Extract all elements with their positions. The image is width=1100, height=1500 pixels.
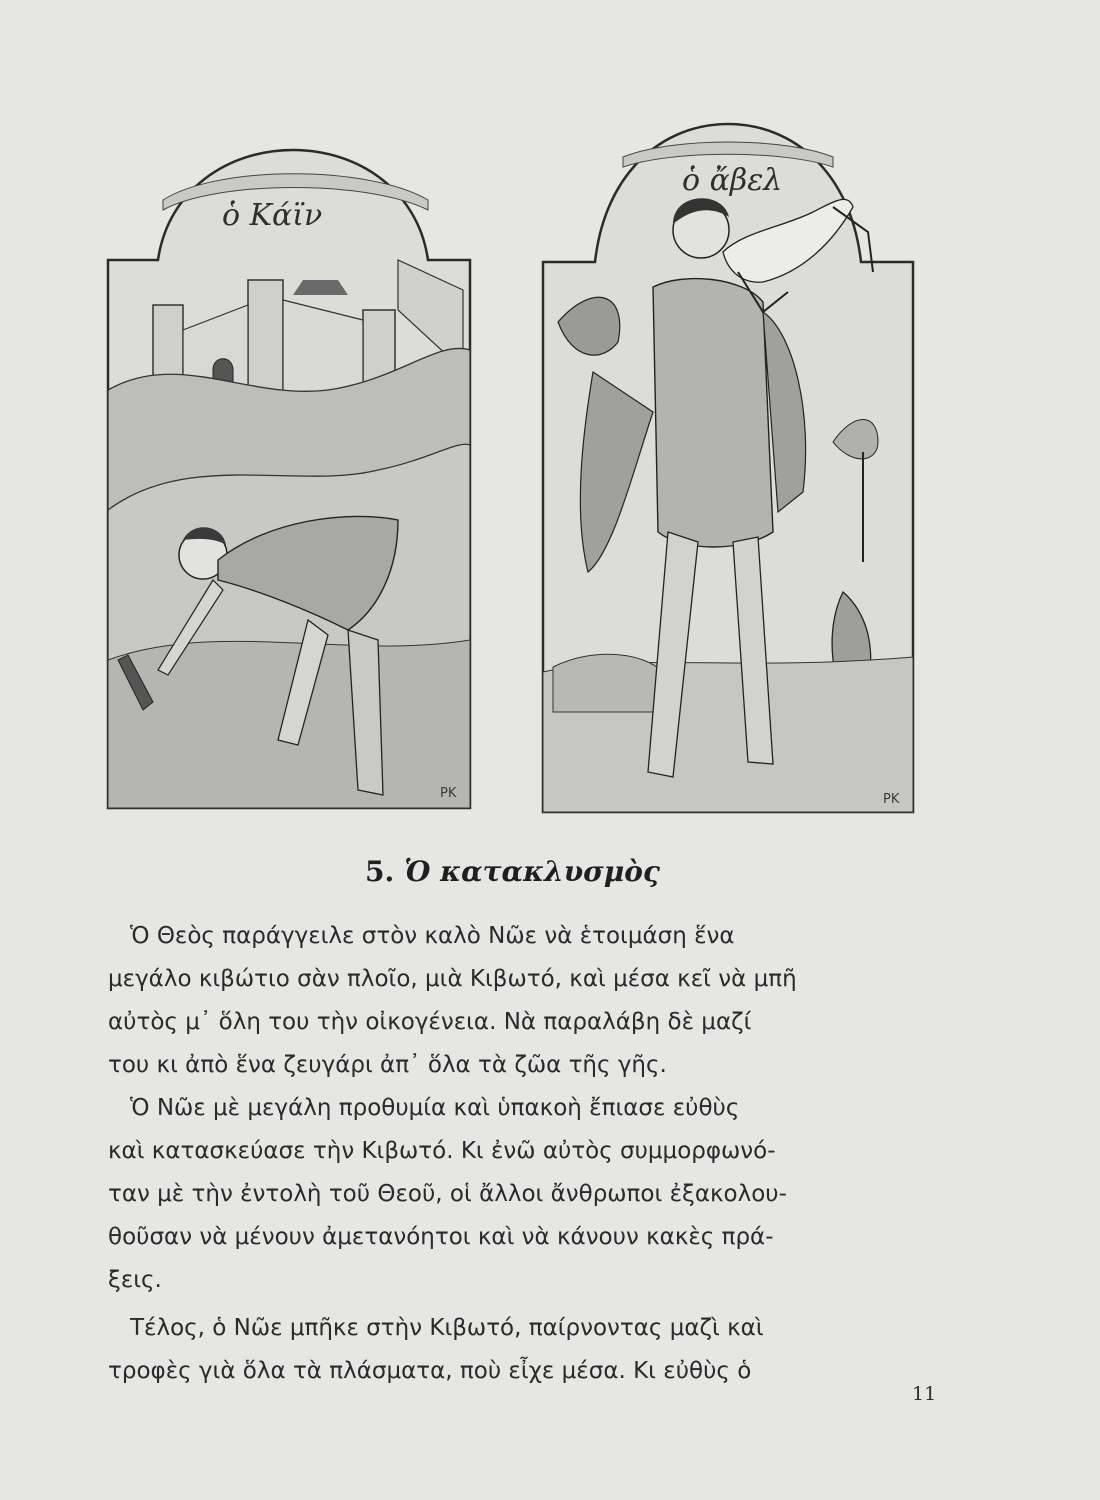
text-line: ταν μὲ τὴν ἐντολὴ τοῦ Θεοῦ, οἱ ἄλλοι ἄνθρωποι ἐξακολου- [108, 1181, 787, 1207]
text-line: αὐτὸς μ᾽ ὅλη του τὴν οἰκογένεια. Νὰ παραλάβη δὲ μαζί [108, 1009, 752, 1035]
paragraph-2 [108, 1087, 938, 1302]
text-line: τροφὲς γιὰ ὅλα τὰ πλάσματα, ποὺ εἶχε μέσα. Κι εὐθὺς ὁ [108, 1358, 752, 1384]
caption-cain: ὁ Κάϊν [222, 198, 323, 233]
chapter-heading [365, 855, 660, 888]
abel-drawing [533, 112, 923, 827]
text-line: ξεις. [108, 1267, 162, 1293]
text-line: Τέλος, ὁ Νῶε μπῆκε στὴν Κιβωτό, παίρνοντας μαζὶ καὶ [130, 1315, 764, 1341]
cain-drawing [98, 140, 483, 825]
artist-initials-left: ΡΚ [440, 786, 457, 801]
text-line: μεγάλο κιβώτιο σὰν πλοῖο, μιὰ Κιβωτό, καὶ μέσα κεῖ νὰ μπῆ [108, 966, 797, 992]
text-line: θοῦσαν νὰ μένουν ἀμετανόητοι καὶ νὰ κάνουν κακὲς πρά- [108, 1224, 774, 1250]
caption-abel: ὁ ἄβελ [682, 163, 783, 198]
text-line: του κι ἀπὸ ἕνα ζευγάρι ἀπ᾽ ὅλα τὰ ζῶα τῆς γῆς. [108, 1052, 667, 1078]
text-line: Ὁ Θεὸς παράγγειλε στὸν καλὸ Νῶε νὰ ἑτοιμάση ἕνα [130, 923, 735, 949]
chapter-number: 5. [365, 855, 395, 888]
artist-initials-right: ΡΚ [883, 792, 900, 807]
page-number: 11 [912, 1383, 937, 1405]
illustration-cain [98, 140, 483, 825]
paragraph-3 [108, 1307, 938, 1393]
chapter-title: Ὁ κατακλυσμὸς [404, 855, 660, 888]
paragraph-1 [108, 915, 938, 1087]
text-line: καὶ κατασκεύασε τὴν Κιβωτό. Κι ἐνῶ αὐτὸς συμμορφωνό- [108, 1138, 776, 1164]
illustration-abel [533, 112, 923, 827]
text-line: Ὁ Νῶε μὲ μεγάλη προθυμία καὶ ὑπακοὴ ἔπιασε εὐθὺς [130, 1095, 740, 1121]
